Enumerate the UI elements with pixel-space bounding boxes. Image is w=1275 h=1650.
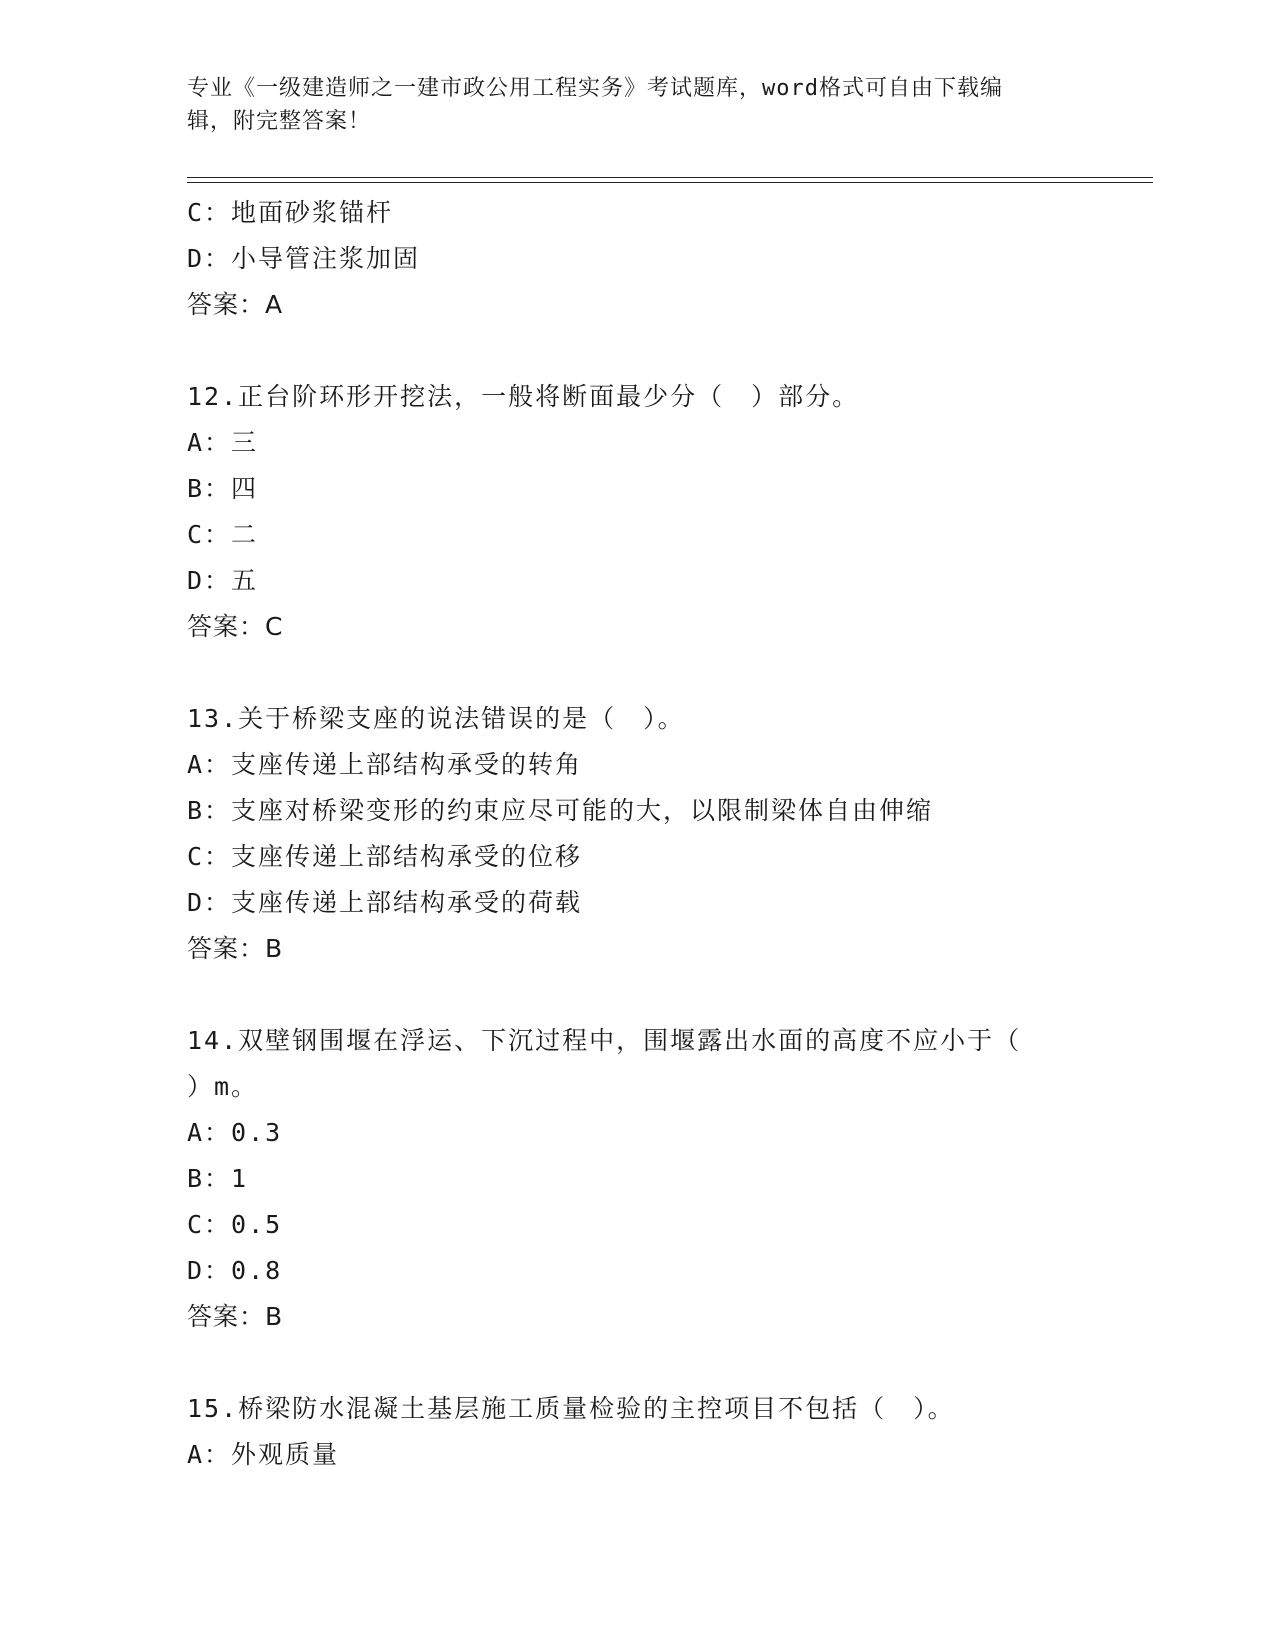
question-stem: 13.关于桥梁支座的说法错误的是（ ）。	[187, 704, 685, 733]
option-b: B：1	[187, 1164, 249, 1193]
question-13	[187, 696, 1147, 972]
question-11-tail	[187, 190, 1147, 328]
option-c: C：地面砂浆锚杆	[187, 198, 394, 227]
question-15	[187, 1386, 1147, 1478]
spacer	[187, 972, 1147, 1018]
question-14	[187, 1018, 1147, 1340]
option-a: A：支座传递上部结构承受的转角	[187, 750, 583, 779]
option-c: C：0.5	[187, 1210, 283, 1239]
document-header	[187, 72, 1087, 138]
header-divider-top	[187, 177, 1153, 178]
spacer	[187, 328, 1147, 374]
question-stem-line-1: 14.双壁钢围堰在浮运、下沉过程中，围堰露出水面的高度不应小于（	[187, 1026, 1022, 1055]
option-b: B：支座对桥梁变形的约束应尽可能的大，以限制梁体自由伸缩	[187, 796, 934, 825]
option-a: A：三	[187, 428, 259, 457]
option-b: B：四	[187, 474, 259, 503]
option-c: C：二	[187, 520, 259, 549]
option-d: D：小导管注浆加固	[187, 244, 421, 273]
question-stem: 15.桥梁防水混凝土基层施工质量检验的主控项目不包括（ ）。	[187, 1394, 955, 1423]
spacer	[187, 1340, 1147, 1386]
answer: 答案：C	[187, 612, 284, 641]
option-d: D：0.8	[187, 1256, 283, 1285]
option-a: A：0.3	[187, 1118, 283, 1147]
question-12	[187, 374, 1147, 650]
spacer	[187, 650, 1147, 696]
answer: 答案：B	[187, 1302, 284, 1331]
answer: 答案：B	[187, 934, 284, 963]
header-line-2: 辑，附完整答案！	[187, 109, 372, 134]
option-d: D：支座传递上部结构承受的荷载	[187, 888, 583, 917]
answer: 答案：A	[187, 290, 284, 319]
question-stem: 12.正台阶环形开挖法，一般将断面最少分（ ）部分。	[187, 382, 860, 411]
question-list	[187, 190, 1147, 1478]
header-divider-bottom	[187, 182, 1153, 183]
option-a: A：外观质量	[187, 1440, 340, 1469]
header-line-1: 专业《一级建造师之一建市政公用工程实务》考试题库，word格式可自由下载编	[187, 76, 1003, 101]
option-d: D：五	[187, 566, 259, 595]
question-stem-line-2: ）m。	[187, 1072, 259, 1101]
option-c: C：支座传递上部结构承受的位移	[187, 842, 583, 871]
